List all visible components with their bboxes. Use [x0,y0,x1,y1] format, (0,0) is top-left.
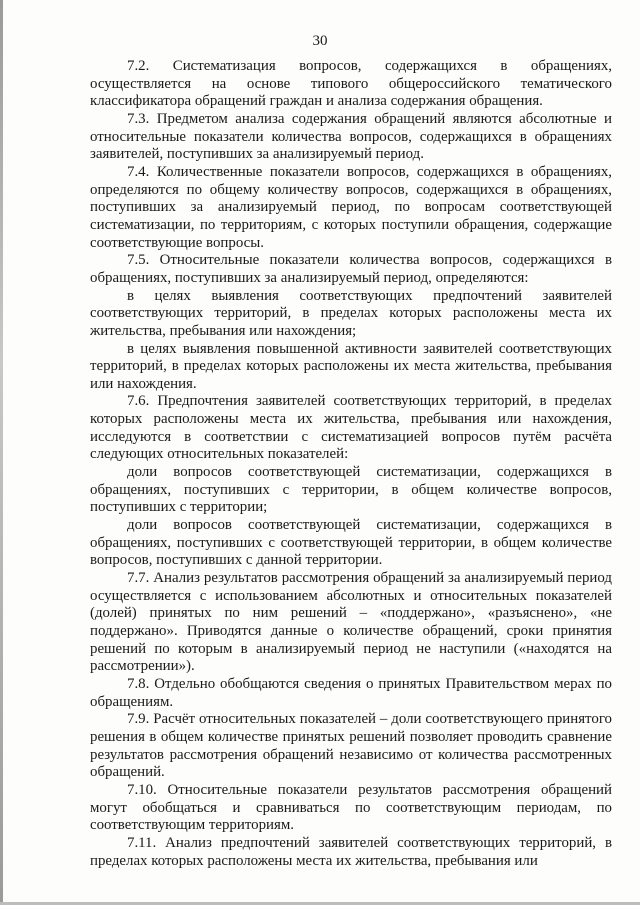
paragraph-7-7: 7.7. Анализ результатов рассмотрения обращений за анализируемый период осуществляется с использованием абсолютных и относительных показателей (долей) принятых по ним решений – «поддержано», «разъяснено», «не поддержано». Приводятся данные о количестве обращений, сроки принятия решений по которым в анализируемый период не наступили («находятся на рассмотрении»). [90,570,612,675]
paragraph-7-8: 7.8. Отдельно обобщаются сведения о принятых Правительством мерах по обращениям. [90,675,612,710]
paragraph-7-5-item-1: в целях выявления соответствующих предпочтений заявителей соответствующих территорий, в пределах которых расположены места их жительства, пребывания или нахождения; [90,287,612,339]
paragraph-7-4: 7.4. Количественные показатели вопросов, содержащихся в обращениях, определяются по общему количеству вопросов, содержащихся в обращениях, поступивших за анализируемый период, по вопросам соответствующей систематизации, по территориям, с которых поступили обращения, содержащие соответствующие вопросы. [90,163,612,251]
page-number: 30 [312,33,328,49]
paragraph-7-3: 7.3. Предметом анализа содержания обращений являются абсолютные и относительные показатели количества вопросов, содержащихся в обращениях заявителей, поступивших за анализируемый период. [90,110,612,163]
paragraph-7-5-item-2: в целях выявления повышенной активности заявителей соответствующих территорий, в пределах которых расположены их места жительства, пребывания или нахождения. [90,340,612,392]
document-body [90,58,612,870]
paragraph-7-2: 7.2. Систематизация вопросов, содержащихся в обращениях, осуществляется на основе типового общероссийского тематического классификатора обращений граждан и анализа содержания обращения. [90,58,612,110]
scan-edge-left [0,0,3,905]
paragraph-7-6-item-2: доли вопросов соответствующей систематизации, содержащихся в обращениях, поступивших с соответствующей территории, в общем количестве вопросов, поступивших с данной территории. [90,517,612,569]
paragraph-7-6-item-1: доли вопросов соответствующей систематизации, содержащихся в обращениях, поступивших с территории, в общем количестве вопросов, поступивших с территории; [90,464,612,516]
paragraph-7-11: 7.11. Анализ предпочтений заявителей соответствующих территорий, в пределах которых расположены места их жительства, пребывания или [90,834,612,869]
paragraph-7-6: 7.6. Предпочтения заявителей соответствующих территорий, в пределах которых расположены места их жительства, пребывания или нахождения, исследуются в соответствии с систематизацией вопросов путём расчёта следующих относительных показателей: [90,393,612,463]
paragraph-7-9: 7.9. Расчёт относительных показателей – доли соответствующего принятого решения в общем количестве принятых решений позволяет проводить сравнение результатов рассмотрения обращений независимо от количества рассмотренных обращений. [90,711,612,781]
paragraph-7-10: 7.10. Относительные показатели результатов рассмотрения обращений могут обобщаться и сравниваться по соответствующим периодам, по соответствующим территориям. [90,781,612,834]
paragraph-7-5: 7.5. Относительные показатели количества вопросов, содержащихся в обращениях, поступивших за анализируемый период, определяются: [90,252,612,286]
